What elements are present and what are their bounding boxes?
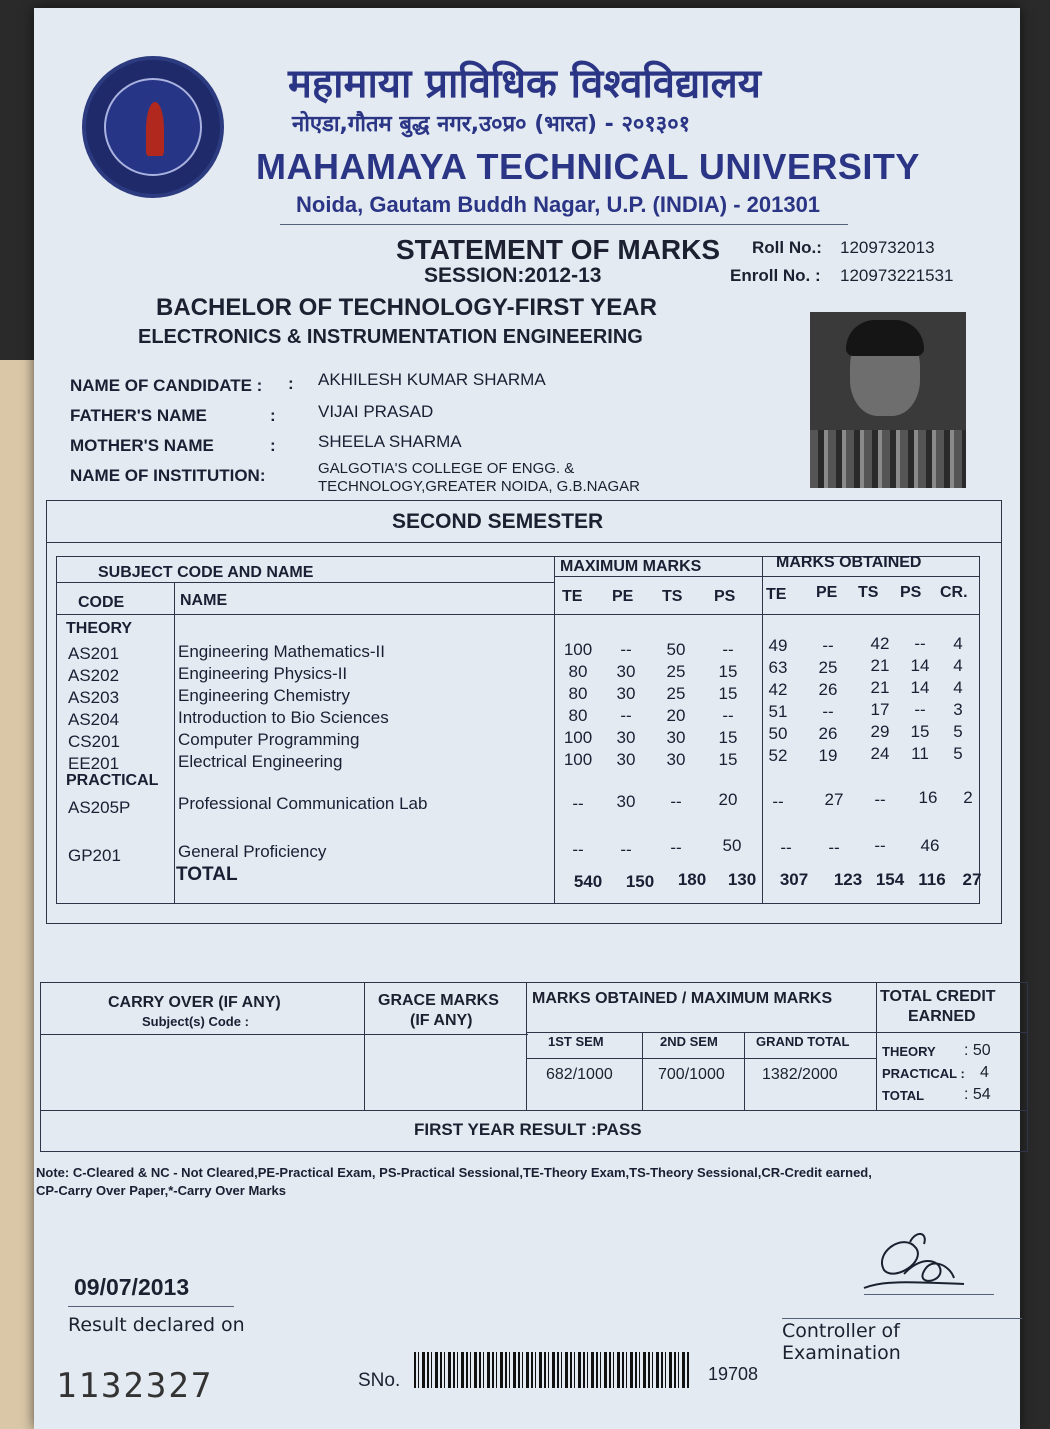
max-ts-header: TS bbox=[662, 588, 683, 605]
max-te: 80 bbox=[568, 662, 588, 681]
max-ps: 15 bbox=[718, 662, 738, 681]
subject-header: SUBJECT CODE AND NAME bbox=[98, 564, 314, 581]
photo-shirt bbox=[810, 430, 966, 488]
obt-ts: -- bbox=[874, 836, 886, 855]
enroll-number: 120973221531 bbox=[840, 266, 954, 285]
obt-pe: -- bbox=[822, 636, 834, 655]
obt-cr: 4 bbox=[953, 678, 963, 697]
obt-ps: 14 bbox=[910, 656, 930, 675]
max-te: -- bbox=[572, 794, 584, 813]
code-name-divider bbox=[174, 582, 175, 904]
candidate-name-colon: : bbox=[288, 374, 294, 393]
barcode bbox=[414, 1352, 690, 1388]
subject-name: Engineering Chemistry bbox=[178, 686, 350, 705]
note-line-1: Note: C-Cleared & NC - Not Cleared,PE-Practical Exam, PS-Practical Sessional,TE-Theory Exam,TS-Theory Sessional,CR-Credit earned, bbox=[36, 1165, 872, 1180]
marksheet bbox=[34, 8, 1020, 1429]
date-label: Result declared on bbox=[68, 1314, 245, 1336]
note-line-2: CP-Carry Over Paper,*-Carry Over Marks bbox=[36, 1183, 287, 1198]
enroll-label: Enroll No. : bbox=[730, 266, 821, 285]
result: FIRST YEAR RESULT :PASS bbox=[414, 1120, 642, 1139]
practical-credit-label: PRACTICAL : bbox=[882, 1066, 965, 1081]
summary-result-divider bbox=[40, 1110, 1028, 1111]
name-header: NAME bbox=[180, 592, 228, 609]
max-te: 100 bbox=[563, 640, 593, 659]
max-pe: -- bbox=[620, 706, 632, 725]
obt-cr: 5 bbox=[953, 744, 963, 763]
max-ps: 15 bbox=[718, 684, 738, 703]
obt-ts: -- bbox=[874, 790, 886, 809]
max-ts: 20 bbox=[666, 706, 686, 725]
summary-header-divider bbox=[40, 1034, 528, 1035]
obt-cr: 5 bbox=[953, 722, 963, 741]
obt-pe: 25 bbox=[818, 658, 838, 677]
credit-label: TOTAL CREDIT bbox=[880, 988, 996, 1005]
max-te: 100 bbox=[563, 728, 593, 747]
obt-pe: 19 bbox=[818, 746, 838, 765]
university-logo bbox=[82, 56, 224, 198]
statement-title: STATEMENT OF MARKS bbox=[396, 234, 721, 265]
university-name-hindi: महामाया प्राविधिक विश्वविद्यालय bbox=[288, 61, 761, 107]
max-pe: 30 bbox=[616, 684, 636, 703]
semester-title: SECOND SEMESTER bbox=[392, 510, 604, 533]
obt-te: 49 bbox=[768, 636, 788, 655]
obt-te: 52 bbox=[768, 746, 788, 765]
grace-marks-label: GRACE MARKS bbox=[378, 992, 499, 1009]
branch: ELECTRONICS & INSTRUMENTATION ENGINEERING bbox=[138, 326, 643, 348]
subject-code: AS203 bbox=[68, 688, 120, 707]
result-date: 09/07/2013 bbox=[74, 1274, 190, 1300]
date-line bbox=[68, 1306, 234, 1307]
column-header-divider bbox=[56, 614, 980, 615]
sno-label: SNo. bbox=[358, 1370, 401, 1391]
roll-number: 1209732013 bbox=[840, 238, 935, 257]
max-pe-header: PE bbox=[612, 588, 634, 605]
obt-ts: 24 bbox=[870, 744, 890, 763]
obt-ts: 21 bbox=[870, 678, 890, 697]
theory-credit-label: THEORY bbox=[882, 1044, 936, 1059]
code-header: CODE bbox=[78, 594, 125, 611]
sem2-label: 2ND SEM bbox=[660, 1034, 718, 1049]
max-ts: 25 bbox=[666, 684, 686, 703]
obt-ps: 46 bbox=[920, 836, 940, 855]
total-obt-cr: 27 bbox=[962, 870, 982, 889]
total-max-te: 540 bbox=[573, 872, 603, 891]
father-name: VIJAI PRASAD bbox=[318, 402, 434, 421]
obt-te: 51 bbox=[768, 702, 788, 721]
total-credit-value: : 54 bbox=[964, 1086, 991, 1103]
obt-ps: 15 bbox=[910, 722, 930, 741]
theory-credit-value: : 50 bbox=[964, 1042, 991, 1059]
max-pe: 30 bbox=[616, 792, 636, 811]
marks-credit-divider bbox=[876, 982, 877, 1110]
max-ps: -- bbox=[722, 706, 734, 725]
obt-cr: 4 bbox=[953, 656, 963, 675]
total-max-ts: 180 bbox=[677, 870, 707, 889]
obt-te: 42 bbox=[768, 680, 788, 699]
father-name-label: FATHER'S NAME bbox=[70, 406, 207, 425]
candidate-name: AKHILESH KUMAR SHARMA bbox=[318, 370, 546, 389]
subject-code: GP201 bbox=[68, 846, 121, 865]
grace-marks-sublabel: (IF ANY) bbox=[410, 1012, 473, 1029]
subject-name: General Proficiency bbox=[178, 842, 327, 861]
session: SESSION:2012-13 bbox=[424, 264, 602, 287]
practical-label: PRACTICAL bbox=[66, 772, 159, 789]
max-ts: -- bbox=[670, 838, 682, 857]
subject-code: AS205P bbox=[68, 798, 131, 817]
obt-ts: 29 bbox=[870, 722, 890, 741]
sem1-marks: 682/1000 bbox=[546, 1066, 613, 1083]
subject-code: AS204 bbox=[68, 710, 120, 729]
obt-cr: 3 bbox=[953, 700, 963, 719]
subject-code: EE201 bbox=[68, 754, 120, 773]
obt-te: 63 bbox=[768, 658, 788, 677]
carry-grace-divider bbox=[364, 982, 365, 1110]
grand-total-marks: 1382/2000 bbox=[762, 1066, 838, 1083]
max-pe: 30 bbox=[616, 662, 636, 681]
candidate-photo bbox=[810, 312, 966, 488]
obt-cr: 2 bbox=[963, 788, 973, 807]
obt-pe: 27 bbox=[824, 790, 844, 809]
flame-icon bbox=[146, 102, 164, 156]
obt-ts-header: TS bbox=[858, 584, 879, 601]
university-address: Noida, Gautam Buddh Nagar, U.P. (INDIA) - 201301 bbox=[296, 192, 821, 217]
max-ts: 30 bbox=[666, 728, 686, 747]
obt-te: -- bbox=[780, 838, 792, 857]
obt-pe-header: PE bbox=[816, 584, 838, 601]
obt-ps: 16 bbox=[918, 788, 938, 807]
program: BACHELOR OF TECHNOLOGY-FIRST YEAR bbox=[156, 294, 657, 321]
total-max-pe: 150 bbox=[625, 872, 655, 891]
obt-pe: -- bbox=[828, 838, 840, 857]
subject-name: Electrical Engineering bbox=[178, 752, 343, 771]
obt-te: 50 bbox=[768, 724, 788, 743]
subject-code: AS201 bbox=[68, 644, 120, 663]
max-ps: 15 bbox=[718, 750, 738, 769]
institution-line-2: TECHNOLOGY,GREATER NOIDA, G.B.NAGAR bbox=[318, 478, 641, 495]
total-obt-ts: 154 bbox=[875, 870, 905, 889]
obt-pe: -- bbox=[822, 702, 834, 721]
max-te: 80 bbox=[568, 706, 588, 725]
obt-pe: 26 bbox=[818, 724, 838, 743]
max-te: 100 bbox=[563, 750, 593, 769]
obtained-header: MARKS OBTAINED bbox=[776, 554, 922, 571]
obt-te-header: TE bbox=[766, 586, 787, 603]
max-ps: 20 bbox=[718, 790, 738, 809]
subject-name: Engineering Physics-II bbox=[178, 664, 348, 683]
controller-label: Controller of Examination bbox=[782, 1320, 901, 1364]
obt-ps-header: PS bbox=[900, 584, 922, 601]
sem2-grand-divider bbox=[744, 1032, 745, 1110]
max-ts: -- bbox=[670, 792, 682, 811]
obt-cr-header: CR. bbox=[940, 584, 968, 601]
marks-ratio-label: MARKS OBTAINED / MAXIMUM MARKS bbox=[532, 990, 833, 1007]
carry-over-label: CARRY OVER (IF ANY) bbox=[108, 994, 281, 1011]
max-pe: 30 bbox=[616, 750, 636, 769]
max-ps: -- bbox=[722, 640, 734, 659]
university-address-hindi: नोएडा,गौतम बुद्ध नगर,उ०प्र० (भारत) - २०१३०१ bbox=[292, 112, 691, 137]
total-label: TOTAL bbox=[176, 864, 238, 885]
institution-line-1: GALGOTIA'S COLLEGE OF ENGG. & bbox=[318, 460, 575, 477]
marks-header-divider bbox=[554, 576, 980, 577]
total-obt-te: 307 bbox=[779, 870, 809, 889]
mother-name: SHEELA SHARMA bbox=[318, 432, 462, 451]
max-te: -- bbox=[572, 840, 584, 859]
obt-cr: 4 bbox=[953, 634, 963, 653]
sem-header-divider bbox=[526, 1058, 876, 1059]
grand-total-label: GRAND TOTAL bbox=[756, 1034, 850, 1049]
signature-line bbox=[864, 1294, 994, 1295]
mother-name-label: MOTHER'S NAME bbox=[70, 436, 214, 455]
institution-label: NAME OF INSTITUTION: bbox=[70, 466, 266, 485]
max-pe: -- bbox=[620, 840, 632, 859]
max-ps-header: PS bbox=[714, 588, 736, 605]
max-ts: 30 bbox=[666, 750, 686, 769]
signature bbox=[854, 1222, 974, 1302]
total-obt-ps: 116 bbox=[918, 870, 946, 889]
obt-ps: 11 bbox=[911, 744, 929, 763]
max-ps: 50 bbox=[722, 836, 742, 855]
obt-ts: 42 bbox=[870, 634, 890, 653]
obt-ps: -- bbox=[914, 634, 926, 653]
grace-marks-divider bbox=[526, 982, 527, 1110]
total-obt-pe: 123 bbox=[833, 870, 863, 889]
name-max-divider bbox=[554, 556, 555, 904]
max-ts: 25 bbox=[666, 662, 686, 681]
sem2-marks: 700/1000 bbox=[658, 1066, 725, 1083]
practical-credit-value: 4 bbox=[980, 1064, 989, 1081]
candidate-name-label: NAME OF CANDIDATE : bbox=[70, 376, 263, 395]
subject-name: Professional Communication Lab bbox=[178, 794, 428, 813]
max-pe: -- bbox=[620, 640, 632, 659]
obt-ts: 17 bbox=[870, 700, 890, 719]
obt-ts: 21 bbox=[870, 656, 890, 675]
subject-name: Engineering Mathematics-II bbox=[178, 642, 385, 661]
theory-label: THEORY bbox=[66, 620, 133, 637]
header-divider bbox=[280, 224, 848, 225]
sem1-label: 1ST SEM bbox=[548, 1034, 604, 1049]
max-te: 80 bbox=[568, 684, 588, 703]
subject-name: Computer Programming bbox=[178, 730, 360, 749]
father-name-colon: : bbox=[270, 406, 276, 425]
serial-stamp: 1132327 bbox=[56, 1366, 214, 1406]
marks-header-divider bbox=[526, 1032, 1028, 1033]
controller-line bbox=[782, 1318, 1022, 1319]
subject-header-divider bbox=[56, 582, 554, 583]
credit-sublabel: EARNED bbox=[908, 1008, 976, 1025]
max-marks-header: MAXIMUM MARKS bbox=[560, 558, 702, 575]
max-pe: 30 bbox=[616, 728, 636, 747]
sem1-sem2-divider bbox=[642, 1032, 643, 1110]
max-ps: 15 bbox=[718, 728, 738, 747]
total-credit-label: TOTAL bbox=[882, 1088, 925, 1103]
carry-over-subtitle: Subject(s) Code : bbox=[142, 1014, 249, 1029]
roll-label: Roll No.: bbox=[752, 238, 822, 257]
semester-title-divider bbox=[46, 542, 1002, 543]
obt-te: -- bbox=[772, 792, 784, 811]
sno-value: 19708 bbox=[708, 1364, 759, 1384]
obt-ps: 14 bbox=[910, 678, 930, 697]
total-max-ps: 130 bbox=[727, 870, 757, 889]
subject-code: AS202 bbox=[68, 666, 120, 685]
obt-pe: 26 bbox=[818, 680, 838, 699]
subject-name: Introduction to Bio Sciences bbox=[178, 708, 389, 727]
university-name: MAHAMAYA TECHNICAL UNIVERSITY bbox=[256, 146, 920, 187]
max-te-header: TE bbox=[562, 588, 583, 605]
max-ts: 50 bbox=[666, 640, 686, 659]
photo-hair bbox=[846, 320, 924, 356]
logo-emblem bbox=[104, 78, 202, 176]
mother-name-colon: : bbox=[270, 436, 276, 455]
obt-ps: -- bbox=[914, 700, 926, 719]
subject-code: CS201 bbox=[68, 732, 120, 751]
